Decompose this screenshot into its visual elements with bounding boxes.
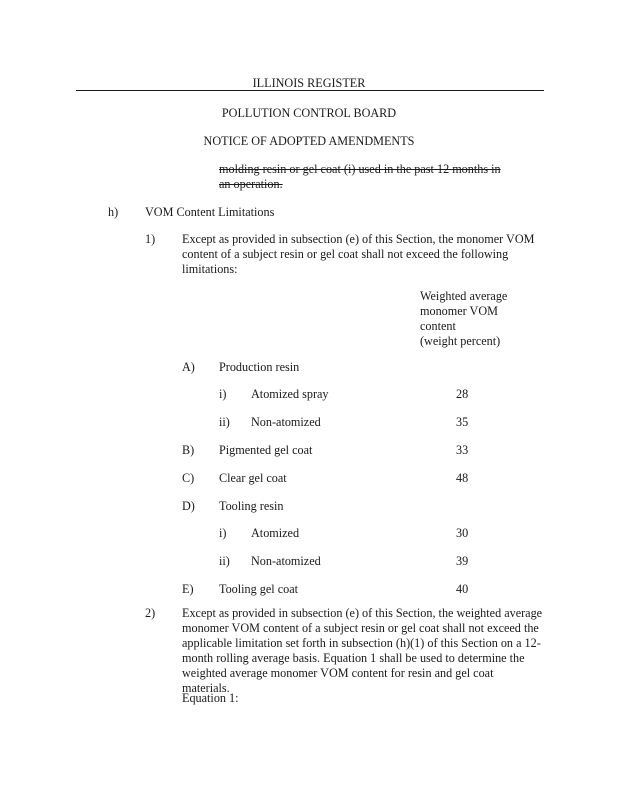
- section-h-title: VOM Content Limitations: [145, 205, 275, 219]
- limit-d-i-name: Atomized: [251, 526, 300, 540]
- board-title: POLLUTION CONTROL BOARD: [221, 106, 397, 120]
- item-2-text: Except as provided in subsection (e) of this Section, the weighted average monomer VOM content of a subject resin or gel coat shall not exceed the applicable limitation set forth in subsection (h)(1) of this Section on a 12-month rolling average basis. Equation 1 shall be used to determine the weighted average monomer VOM content for resin and gel coat materials.: [182, 606, 543, 695]
- limit-a-ii-name: Non-atomized: [251, 415, 321, 429]
- limit-d-name: Tooling resin: [219, 499, 284, 513]
- equation-label: Equation 1:: [182, 691, 239, 705]
- item-2-label: 2): [145, 606, 156, 620]
- limit-d-ii-name: Non-atomized: [251, 554, 321, 568]
- section-h-label: h): [108, 205, 119, 219]
- limit-a-ii-label: ii): [219, 415, 230, 429]
- limit-a-ii-value: 35: [456, 415, 469, 429]
- limit-c-label: C): [182, 471, 195, 485]
- header-rule: [76, 90, 544, 91]
- limit-b-label: B): [182, 443, 195, 457]
- column-header-line-3: content: [420, 319, 456, 333]
- limit-d-ii-value: 39: [456, 554, 469, 568]
- limit-e-name: Tooling gel coat: [219, 582, 299, 596]
- limit-e-label: E): [182, 582, 194, 596]
- limit-a-name: Production resin: [219, 360, 300, 374]
- limit-a-i-label: i): [219, 387, 227, 401]
- item-1-text: Except as provided in subsection (e) of this Section, the monomer VOM content of a subject resin or gel coat shall not exceed the following limitations:: [182, 232, 535, 276]
- column-header-line-4: (weight percent): [420, 334, 501, 348]
- limit-d-i-label: i): [219, 526, 227, 540]
- limit-c-name: Clear gel coat: [219, 471, 287, 485]
- limit-b-name: Pigmented gel coat: [219, 443, 313, 457]
- struck-text-line-1: molding resin or gel coat (i) used in the past 12 months in: [219, 162, 501, 176]
- limit-d-ii-label: ii): [219, 554, 230, 568]
- item-1-label: 1): [145, 232, 156, 246]
- column-header-line-2: monomer VOM: [420, 304, 498, 318]
- column-header-line-1: Weighted average: [420, 289, 508, 303]
- limit-a-i-value: 28: [456, 387, 469, 401]
- limit-d-i-value: 30: [456, 526, 469, 540]
- limit-c-value: 48: [456, 471, 469, 485]
- limit-b-value: 33: [456, 443, 469, 457]
- register-title: ILLINOIS REGISTER: [252, 76, 366, 90]
- limit-d-label: D): [182, 499, 195, 513]
- struck-text-line-2: an operation.: [219, 177, 283, 191]
- limit-a-i-name: Atomized spray: [251, 387, 329, 401]
- limit-a-label: A): [182, 360, 195, 374]
- limit-e-value: 40: [456, 582, 469, 596]
- notice-title: NOTICE OF ADOPTED AMENDMENTS: [203, 134, 415, 148]
